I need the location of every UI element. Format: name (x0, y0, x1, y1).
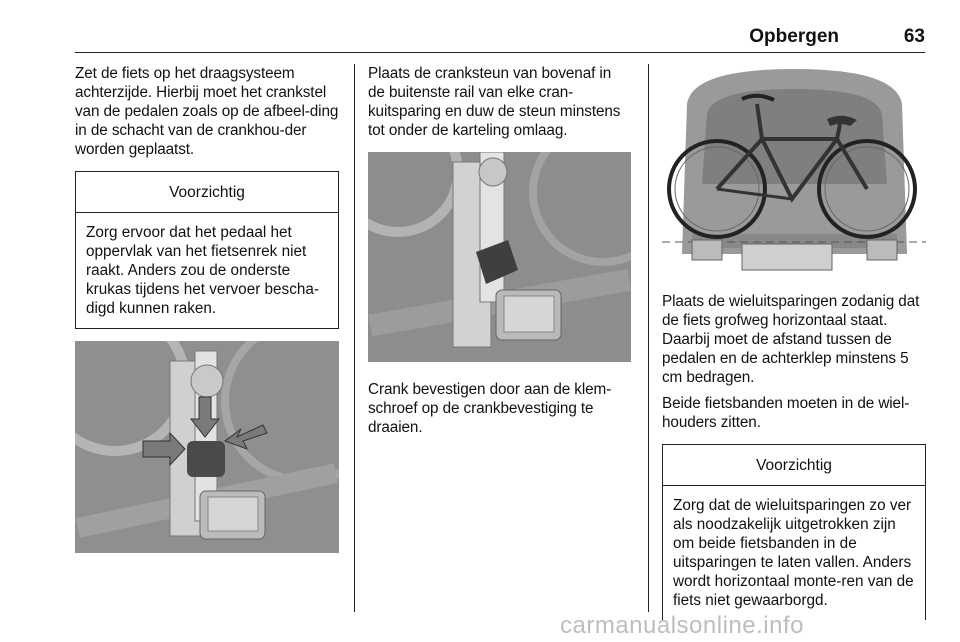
section-title: Opbergen (749, 26, 839, 47)
page-number: 63 (903, 26, 925, 47)
caution-text-2: Zorg dat de wieluitsparingen zo ver als noodzakelijk uitgetrokken zijn om beide fietsbanden in de uitsparingen te laten vallen. Anders wordt horizontaal monte-ren van de fiets niet gewaarborgd. (673, 497, 914, 609)
illustration-crank-support (368, 152, 631, 362)
column-3 (662, 64, 926, 620)
col2-intro-text: Plaats de cranksteun van bovenaf in de buitenste rail van elke cran-kuitsparing en duw de steun minstens tot onder de karteling omlaag. (368, 65, 621, 139)
col1-intro-text: Zet de fiets op het draagsysteem achterzijde. Hierbij moet het crankstel van de pedalen zoals op de afbeel-ding in de schacht van de crankhou-der worden geplaatst. (75, 65, 339, 158)
caution-title-2: Voorzichtig (663, 445, 925, 486)
watermark: carmanualsonline.info (560, 612, 804, 639)
col2-caption-text: Crank bevestigen door aan de klem-schroef op de crankbevestiging te draaien. (368, 381, 612, 436)
col3-paragraph-2: Beide fietsbanden moeten in de wiel-houders zitten. (662, 395, 910, 431)
col3-paragraph-1: Plaats de wieluitsparingen zodanig dat de fiets grofweg horizontaal staat. Daarbij moet de afstand tussen de pedalen en de achterklep minstens 5 cm bedragen. (662, 293, 920, 386)
column-1 (75, 64, 339, 553)
illustration-bike-on-carrier (662, 64, 926, 276)
page-header (75, 22, 925, 53)
column-divider-left (354, 64, 355, 612)
caution-text-1: Zorg ervoor dat het pedaal het oppervlak van het fietsenrek niet raakt. Anders zou de onderste krukas tijdens het vervoer bescha-digd kunnen raken. (86, 224, 319, 317)
caution-box-2 (662, 444, 926, 620)
caution-title-1: Voorzichtig (76, 172, 338, 213)
illustration-pedal-crank-holder (75, 341, 339, 553)
caution-box-1 (75, 171, 339, 329)
column-divider-right (648, 64, 649, 612)
column-2 (368, 64, 631, 437)
